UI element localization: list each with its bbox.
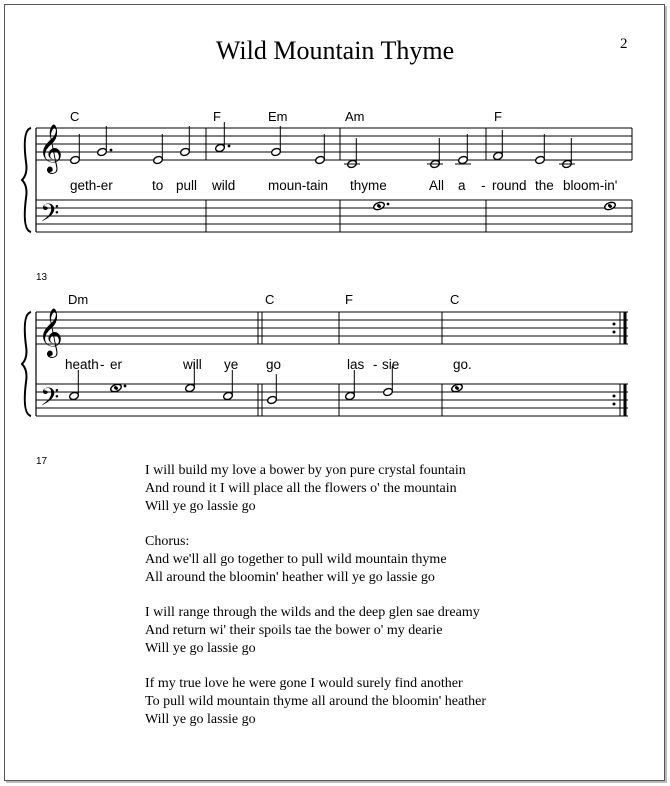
chord-symbol: F: [345, 292, 353, 307]
lyric-hyphen: -: [100, 357, 105, 372]
note-dot: [387, 203, 390, 206]
verse-line: Will ye go lassie go: [145, 712, 256, 727]
note-dot: [228, 145, 231, 148]
note-head: [180, 147, 191, 156]
system-brace: [22, 312, 31, 416]
verse-line: And we'll all go together to pull wild mountain thyme: [145, 552, 447, 567]
lyric-syllable: heath: [65, 357, 99, 372]
lyric-syllable: sie: [382, 357, 400, 372]
verse-line: Will ye go lassie go: [145, 641, 256, 656]
chord-symbol: C: [70, 109, 80, 124]
verse-line: If my true love he were gone I would surely find another: [145, 676, 463, 691]
system-brace: [22, 128, 31, 232]
chord-symbol: Dm: [68, 292, 89, 307]
chorus-heading: Chorus:: [145, 534, 190, 549]
note-head: [383, 387, 394, 396]
chord-symbol: Am: [345, 109, 365, 124]
note-head: [535, 155, 546, 164]
song-title: Wild Mountain Thyme: [215, 36, 455, 65]
bass-clef: 𝄢: [40, 199, 60, 234]
note-head: [271, 147, 282, 156]
lyric-syllable: round: [492, 178, 527, 193]
treble-clef: 𝄞: [38, 123, 63, 172]
note-head: [345, 391, 356, 400]
lyric-syllable: All: [429, 178, 445, 193]
verse-line: All around the bloomin' heather will ye go lassie go: [145, 570, 435, 585]
note-head: [153, 155, 164, 164]
verse-line: I will build my love a bower by yon pure crystal fountain: [145, 463, 466, 478]
note-head: [267, 395, 278, 404]
chord-symbol: C: [450, 292, 460, 307]
lyric-syllable: bloom-in': [563, 178, 618, 193]
repeat-dot: [613, 403, 616, 406]
note-head: [70, 155, 81, 164]
verse-line: And return wi' their spoils tae the bower o' my dearie: [145, 623, 443, 638]
note-head: [97, 147, 108, 156]
note-head: [223, 391, 234, 400]
lyric-syllable: go.: [453, 357, 472, 372]
note-head: [185, 383, 196, 392]
repeat-dot: [613, 323, 616, 326]
chord-symbol: C: [265, 292, 275, 307]
lyric-syllable: moun-tain: [268, 178, 329, 193]
chord-symbol: Em: [268, 109, 288, 124]
lyric-syllable: er: [110, 357, 123, 372]
note-head: [69, 391, 80, 400]
lyric-hyphen: -: [373, 357, 378, 372]
lyric-syllable: las: [347, 357, 365, 372]
bass-clef: 𝄢: [40, 383, 60, 418]
note-head: [215, 143, 226, 152]
lyric-syllable: go: [266, 357, 282, 372]
lyric-syllable: the: [535, 178, 554, 193]
repeat-dot: [613, 395, 616, 398]
verse-line: Will ye go lassie go: [145, 499, 256, 514]
lyric-syllable: ye: [224, 357, 239, 372]
lyric-syllable: pull: [176, 178, 198, 193]
verse-line: And round it I will place all the flowers o' the mountain: [145, 481, 457, 496]
lyric-syllable: a: [458, 178, 466, 193]
measure-number: 13: [36, 272, 48, 283]
verse-line: I will range through the wilds and the deep glen sae dreamy: [145, 605, 480, 620]
lyric-syllable: wild: [212, 178, 236, 193]
chord-symbol: F: [213, 109, 221, 124]
lyric-syllable: thyme: [350, 178, 387, 193]
note-dot: [110, 149, 113, 152]
verse-line: To pull wild mountain thyme all around the bloomin' heather: [145, 694, 486, 709]
lyric-syllable: to: [152, 178, 164, 193]
lyric-hyphen: -: [481, 178, 486, 193]
lyric-syllable: geth-er: [70, 178, 113, 193]
note-dot: [124, 385, 127, 388]
chord-symbol: F: [494, 109, 502, 124]
lyric-syllable: will: [183, 357, 202, 372]
repeat-dot: [613, 331, 616, 334]
note-head: [493, 151, 504, 160]
note-head: [458, 155, 469, 164]
treble-clef: 𝄞: [38, 307, 63, 356]
note-head: [315, 155, 326, 164]
page-number: 2: [620, 36, 628, 52]
measure-number: 17: [36, 456, 48, 467]
